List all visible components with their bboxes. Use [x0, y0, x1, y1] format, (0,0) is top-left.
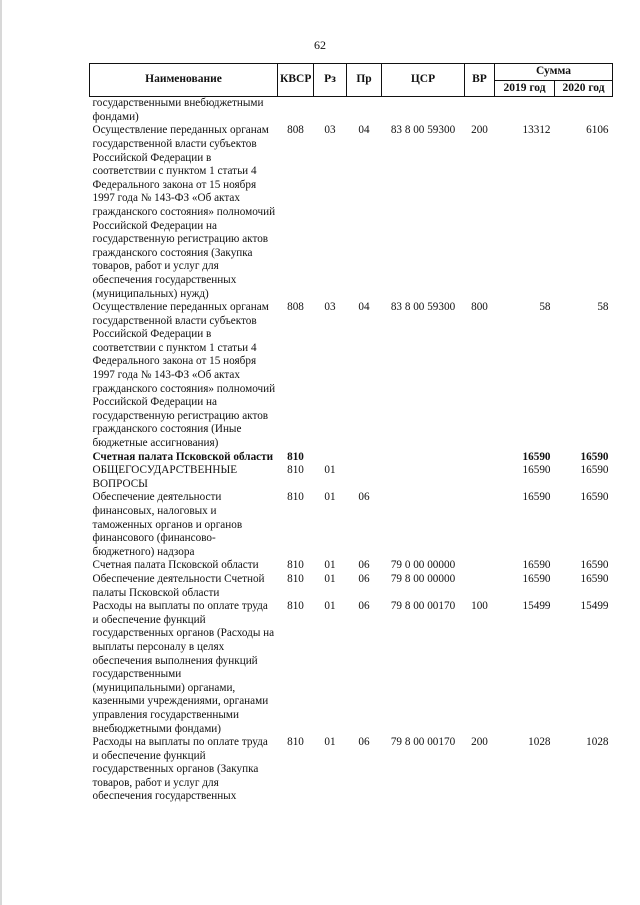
cell-rz: 01 — [324, 559, 336, 572]
cell-2019: 16590 — [522, 464, 551, 477]
cell-2020: 58 — [597, 301, 609, 314]
cell-2020: 16590 — [580, 559, 609, 572]
cell-kvsr: 810 — [287, 572, 304, 585]
cell-name: Осуществление переданных органам государственной власти субъектов Российской Федерации в соответствии с пунктом 1 статьи 4 Федерального закона от 15 ноября 1997 года № 143-ФЗ «Об актах гражданского состояния» полномочий Российской Федерации на государственную регистрацию актов гражданского состояния (Закупка товаров, работ и услуг для обеспечения государственных (муниципальных) нужд) — [92, 124, 276, 300]
cell-vr — [465, 559, 495, 573]
cell-csr: 83 8 00 59300 — [390, 301, 456, 314]
table-row — [90, 573, 613, 600]
header-name: Наименование — [90, 64, 278, 97]
budget-table — [89, 63, 613, 804]
cell-pr: 06 — [358, 736, 370, 749]
cell-name: Осуществление переданных органам государственной власти субъектов Российской Федерации в соответствии с пунктом 1 статьи 4 Федерального закона от 15 ноября 1997 года № 143-ФЗ «Об актах гражданского состояния» полномочий Российской Федерации на государственную регистрацию актов гражданского состояния (Иные бюджетные ассигнования) — [92, 301, 276, 450]
table-row — [90, 491, 613, 559]
cell-csr — [382, 97, 465, 125]
header-rz: Рз — [314, 64, 347, 97]
cell-rz: 03 — [324, 124, 336, 137]
cell-rz: 01 — [324, 600, 336, 613]
table-row — [90, 600, 613, 736]
cell-2019: 15499 — [522, 600, 551, 613]
cell-2019: 1028 — [528, 736, 551, 749]
header-pr: Пр — [347, 64, 382, 97]
cell-2020: 16590 — [580, 491, 609, 504]
cell-2019: 58 — [539, 301, 551, 314]
cell-vr — [465, 97, 495, 125]
cell-kvsr: 810 — [287, 464, 304, 477]
page-number: 62 — [314, 38, 326, 52]
cell-2019 — [495, 97, 555, 125]
cell-2019: 16590 — [522, 450, 551, 463]
cell-csr — [382, 451, 465, 465]
cell-2019: 16590 — [522, 491, 551, 504]
cell-2019: 16590 — [522, 559, 551, 572]
cell-name: Расходы на выплаты по оплате труда и обеспечение функций государственных органов (Закупка товаров, работ и услуг для обеспечения государственных — [92, 736, 268, 803]
cell-csr — [382, 464, 465, 491]
scan-edge — [0, 0, 2, 905]
header-2019: 2019 год — [495, 80, 555, 97]
cell-kvsr: 810 — [287, 450, 304, 463]
cell-vr: 100 — [471, 600, 488, 613]
cell-vr: 800 — [471, 301, 488, 314]
cell-2019: 16590 — [522, 572, 551, 585]
cell-2020 — [555, 97, 613, 125]
cell-2020: 15499 — [580, 600, 609, 613]
cell-name: Счетная палата Псковской области — [92, 559, 259, 572]
cell-vr: 200 — [471, 124, 488, 137]
header-vr: ВР — [465, 64, 495, 97]
cell-name: Обеспечение деятельности Счетной палаты Псковской области — [92, 572, 265, 599]
cell-csr: 79 0 00 00000 — [390, 559, 456, 572]
cell-vr — [465, 451, 495, 465]
cell-kvsr: 808 — [287, 124, 304, 137]
table-row — [90, 301, 613, 451]
cell-csr: 79 8 00 00000 — [390, 572, 456, 585]
header-kvsr: КВСР — [278, 64, 314, 97]
cell-kvsr — [278, 97, 314, 125]
cell-vr: 200 — [471, 736, 488, 749]
cell-csr: 79 8 00 00170 — [390, 600, 456, 613]
cell-rz: 01 — [324, 464, 336, 477]
cell-rz — [314, 97, 347, 125]
cell-name: Счетная палата Псковской области — [92, 450, 274, 463]
cell-pr: 04 — [358, 301, 370, 314]
cell-pr — [347, 97, 382, 125]
cell-2020: 16590 — [580, 464, 609, 477]
cell-rz: 01 — [324, 736, 336, 749]
table-row — [90, 559, 613, 573]
cell-vr — [465, 491, 495, 559]
cell-rz: 01 — [324, 572, 336, 585]
cell-pr — [347, 464, 382, 491]
cell-2020: 16590 — [580, 572, 609, 585]
cell-name: государственными внебюджетными фондами) — [92, 97, 264, 123]
cell-pr: 06 — [358, 572, 370, 585]
header-2020: 2020 год — [555, 80, 613, 97]
header-sum: Сумма — [495, 64, 613, 81]
cell-kvsr: 808 — [287, 301, 304, 314]
table-row — [90, 451, 613, 465]
table-row — [90, 464, 613, 491]
cell-2019: 13312 — [522, 124, 551, 137]
table-row — [90, 124, 613, 301]
cell-name: Расходы на выплаты по оплате труда и обеспечение функций государственных органов (Расходы на выплаты персоналу в целях обеспечения выполнения функций государственными (муниципальными) органами, казенными учреждениями, органами управления государственными внебюджетными фондами) — [92, 600, 275, 735]
header-csr: ЦСР — [382, 64, 465, 97]
cell-pr — [347, 451, 382, 465]
cell-kvsr: 810 — [287, 491, 304, 504]
table-row — [90, 97, 613, 125]
cell-vr — [465, 573, 495, 600]
cell-2020: 16590 — [580, 450, 609, 463]
cell-csr — [382, 491, 465, 559]
cell-pr: 06 — [358, 491, 370, 504]
cell-name: Обеспечение деятельности финансовых, налоговых и таможенных органов и органов финансового (финансово-бюджетного) надзора — [92, 491, 243, 558]
cell-pr: 06 — [358, 559, 370, 572]
cell-pr: 04 — [358, 124, 370, 137]
table-row — [90, 736, 613, 804]
cell-csr: 83 8 00 59300 — [390, 124, 456, 137]
cell-kvsr: 810 — [287, 600, 304, 613]
cell-csr: 79 8 00 00170 — [390, 736, 456, 749]
cell-kvsr: 810 — [287, 736, 304, 749]
cell-name: ОБЩЕГОСУДАРСТВЕННЫЕ ВОПРОСЫ — [92, 464, 238, 490]
cell-2020: 1028 — [586, 736, 609, 749]
cell-rz: 03 — [324, 301, 336, 314]
cell-pr: 06 — [358, 600, 370, 613]
cell-rz — [314, 451, 347, 465]
table-body — [90, 97, 613, 804]
cell-vr — [465, 464, 495, 491]
cell-rz: 01 — [324, 491, 336, 504]
cell-2020: 6106 — [586, 124, 609, 137]
cell-kvsr: 810 — [287, 559, 304, 572]
